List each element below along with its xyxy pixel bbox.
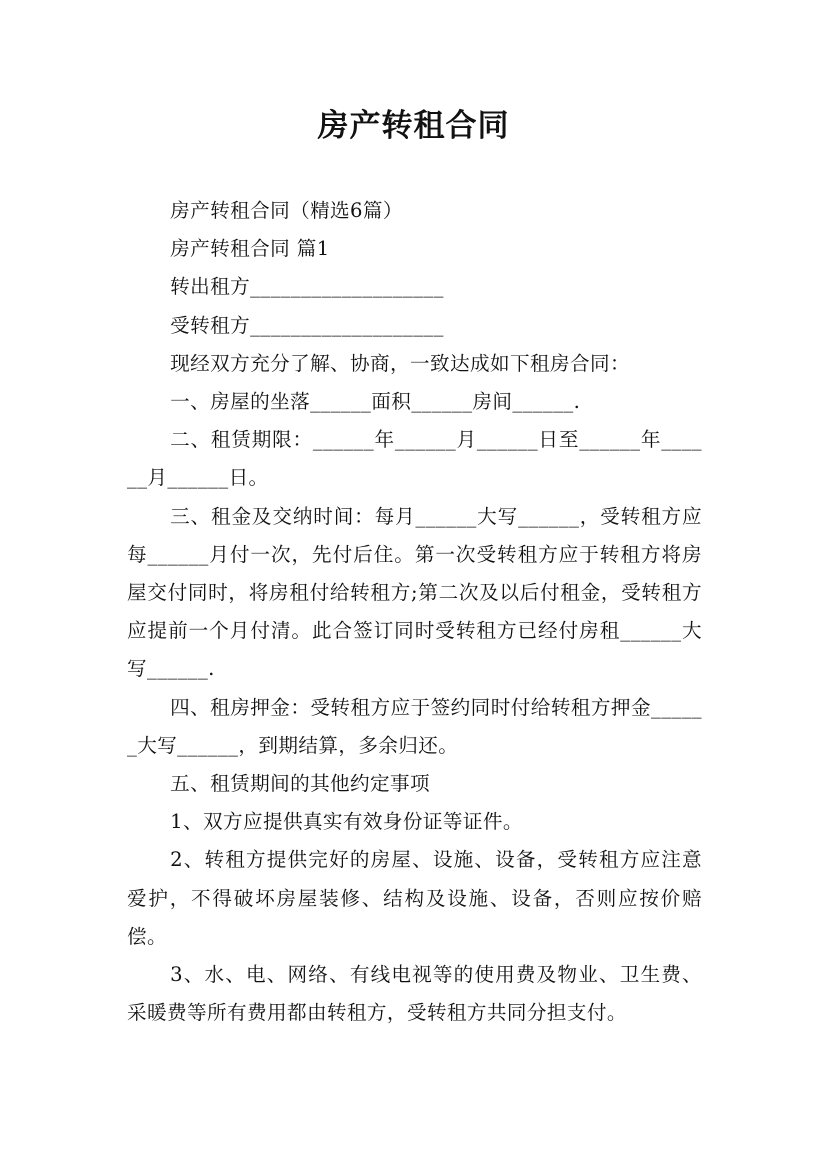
paragraph-section-heading: 房产转租合同 篇1 <box>170 237 330 261</box>
paragraph-clause-3: 三、租金及交纳时间：每月______大写______，受转租方应每______月付一次，先付后住。第一次受转租方应于转租方将房屋交付同时，将房租付给转租方;第二次及以后付租金，受转租方应提前一个月付清。此合签订同时受转租方已经付房租______大写______. <box>127 504 702 681</box>
paragraph-intro: 现经双方充分了解、协商，一致达成如下租房合同： <box>170 351 630 375</box>
document-title: 房产转租合同 <box>317 108 510 144</box>
paragraph-clause-2: 二、租赁期限：______年______月______日至______年______月______日。 <box>127 428 702 490</box>
paragraph-clause-5: 五、租赁期间的其他约定事项 <box>170 772 431 796</box>
paragraph-clause-1: 一、房屋的坐落______面积______房间______. <box>170 390 581 414</box>
paragraph-clause-4: 四、租房押金：受转租方应于签约同时付给转租方押金______大写______，到期结算，多余归还。 <box>127 695 702 757</box>
paragraph-item-1: 1、双方应提供真实有效身份证等证件。 <box>170 810 523 834</box>
document-body <box>127 192 702 1032</box>
paragraph-lessor-line: 转出租方___________________ <box>170 275 444 299</box>
paragraph-subtitle: 房产转租合同（精选6篇） <box>170 199 403 222</box>
paragraph-item-2: 2、转租方提供完好的房屋、设施、设备，受转租方应注意爱护，不得破坏房屋装修、结构及设施、设备，否则应按价赔偿。 <box>127 848 702 948</box>
paragraph-sublessee-line: 受转租方___________________ <box>170 313 444 337</box>
paragraph-item-3: 3、水、电、网络、有线电视等的使用费及物业、卫生费、采暖费等所有费用都由转租方，受转租方共同分担支付。 <box>127 963 702 1025</box>
